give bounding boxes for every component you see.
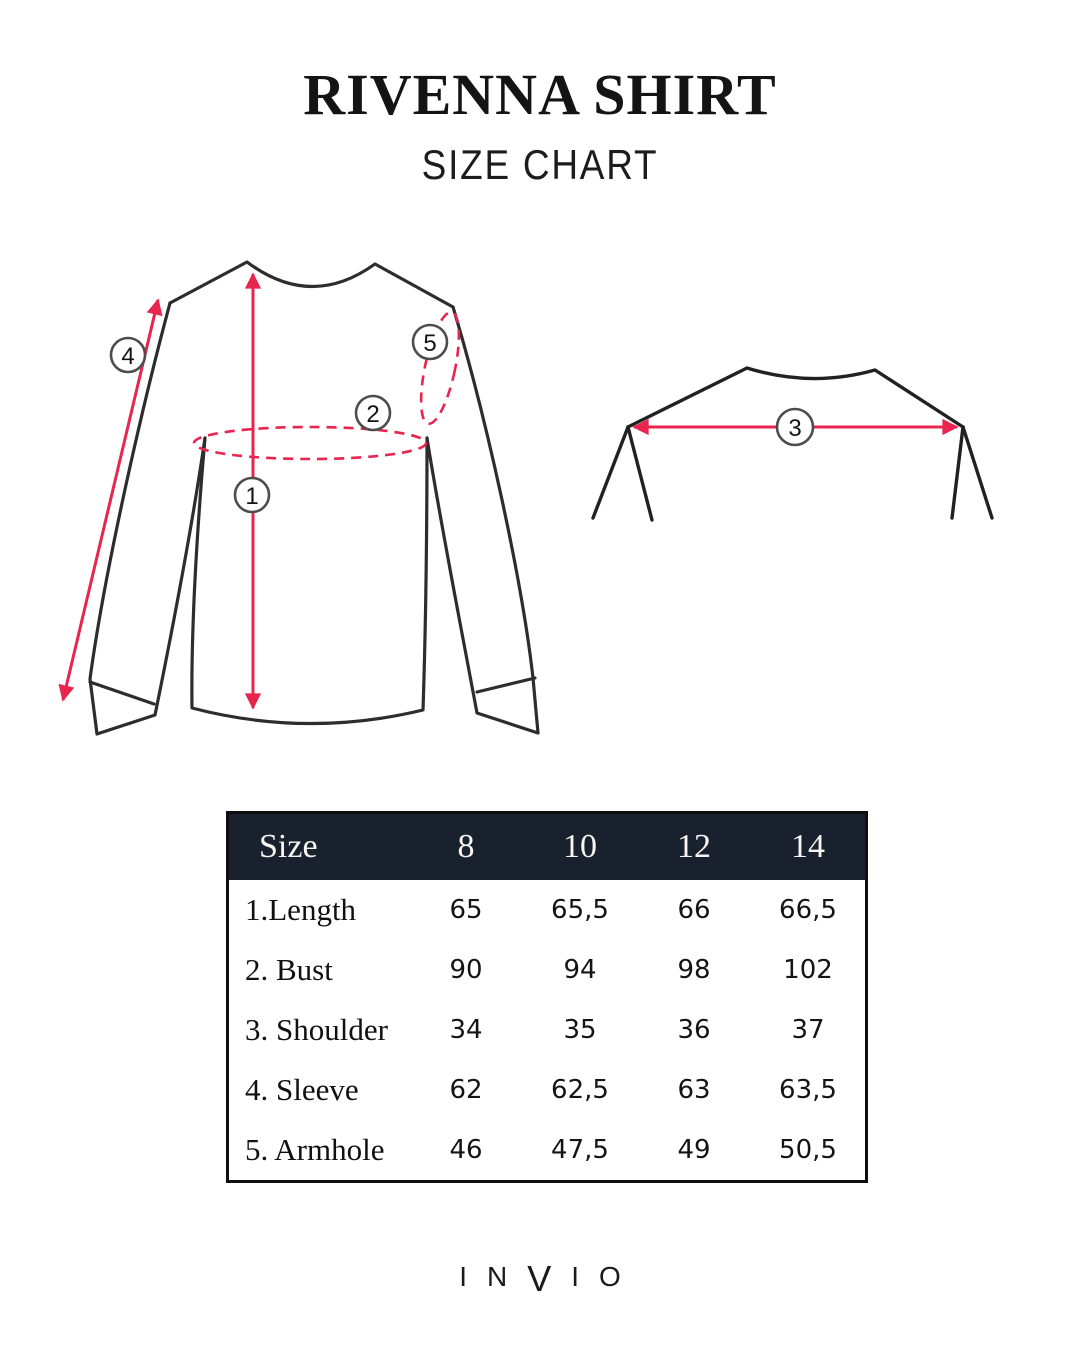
cell-value: 34 (449, 1015, 483, 1045)
size-column-header: 12 (677, 828, 711, 865)
bust-measure-ellipse (194, 427, 426, 459)
cell-value: 35 (563, 1015, 597, 1045)
row-label: 4. Sleeve (245, 1072, 359, 1107)
table-row (229, 940, 865, 1000)
cell-value: 46 (449, 1135, 483, 1165)
cell-value: 62 (449, 1075, 483, 1105)
row-label: 5. Armhole (245, 1132, 385, 1167)
cell-value: 65,5 (551, 895, 609, 925)
row-label: 3. Shoulder (245, 1012, 388, 1047)
cell-value: 63,5 (779, 1075, 837, 1105)
cell-value: 66 (677, 895, 711, 925)
table-row (229, 1060, 865, 1120)
measurement-diagram (0, 230, 1080, 790)
svg-text:4: 4 (121, 343, 135, 370)
cell-value: 50,5 (779, 1135, 837, 1165)
cell-value: 36 (677, 1015, 711, 1045)
size-table-header (229, 814, 865, 880)
page-title: RIVENNA SHIRT (303, 62, 777, 127)
row-label: 2. Bust (245, 952, 333, 987)
measure-marker-2 (356, 396, 390, 430)
measure-marker-4 (111, 338, 145, 372)
measure-marker-5 (413, 325, 447, 359)
page-subtitle: SIZE CHART (421, 141, 659, 188)
cell-value: 47,5 (551, 1135, 609, 1165)
brand-logo-v: V (527, 1258, 572, 1299)
cell-value: 98 (677, 955, 711, 985)
row-label: 1.Length (245, 892, 357, 927)
cell-value: 102 (783, 955, 833, 985)
size-column-header: 14 (791, 828, 825, 865)
measure-marker-1 (235, 478, 269, 512)
measure-marker-3 (777, 409, 813, 445)
svg-text:5: 5 (423, 330, 437, 357)
size-table (226, 811, 868, 1183)
table-row (229, 1120, 865, 1180)
brand-logo-left: IN (459, 1261, 528, 1292)
svg-text:2: 2 (366, 401, 380, 428)
cell-value: 66,5 (779, 895, 837, 925)
cell-value: 49 (677, 1135, 711, 1165)
svg-text:1: 1 (245, 483, 259, 510)
cell-value: 90 (449, 955, 483, 985)
cell-value: 65 (449, 895, 483, 925)
shirt-outline-drawing (90, 262, 538, 734)
cell-value: 37 (791, 1015, 825, 1045)
brand-logo (0, 1253, 1080, 1299)
table-row (229, 1000, 865, 1060)
cell-value: 94 (563, 955, 597, 985)
cell-value: 62,5 (551, 1075, 609, 1105)
cell-value: 63 (677, 1075, 711, 1105)
svg-text:3: 3 (788, 415, 802, 442)
size-column-header: 8 (457, 828, 475, 865)
header-size-label: Size (259, 828, 318, 865)
table-row (229, 880, 865, 940)
size-column-header: 10 (563, 828, 597, 865)
brand-logo-right: IO (571, 1261, 641, 1292)
